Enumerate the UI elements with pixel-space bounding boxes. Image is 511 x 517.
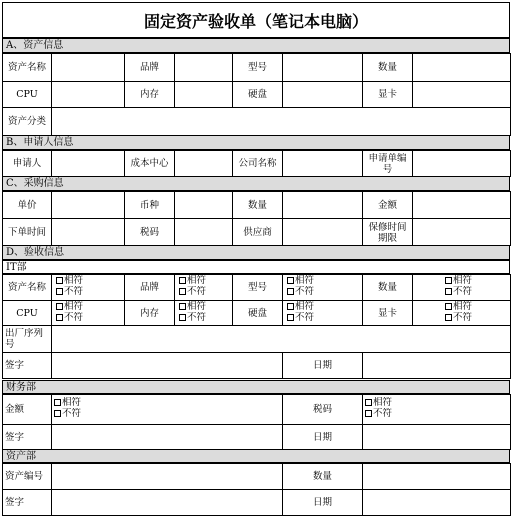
assets-table — [2, 463, 511, 516]
checkbox-icon[interactable] — [56, 314, 63, 321]
label-asset-category: 资产分类 — [3, 108, 52, 136]
checkbox-icon[interactable] — [287, 314, 294, 321]
checkbox-icon[interactable] — [445, 288, 452, 295]
checkbox-icon[interactable] — [445, 314, 452, 321]
label-it-disk: 硬盘 — [233, 301, 283, 326]
field-request-no[interactable] — [413, 151, 511, 177]
label-cpu: CPU — [3, 82, 52, 108]
checkbox-icon[interactable] — [179, 314, 186, 321]
label-currency: 币种 — [125, 192, 175, 219]
checkbox-icon[interactable] — [54, 399, 61, 406]
label-asset-no: 资产编号 — [3, 464, 52, 490]
label-company: 公司名称 — [233, 151, 283, 177]
check-finance-tax-code[interactable]: 相符 不符 — [363, 395, 511, 425]
label-purchase-quantity: 数量 — [233, 192, 283, 219]
field-company[interactable] — [283, 151, 363, 177]
label-it-model: 型号 — [233, 275, 283, 301]
field-quantity[interactable] — [413, 54, 511, 82]
field-assets-date[interactable] — [363, 490, 511, 516]
label-it-cpu: CPU — [3, 301, 52, 326]
field-order-time[interactable] — [52, 219, 125, 246]
section-acceptance-info: D、验收信息 — [2, 245, 510, 260]
label-it-date: 日期 — [283, 353, 363, 379]
check-gpu[interactable]: 相符 不符 — [413, 301, 511, 326]
check-model[interactable]: 相符 不符 — [283, 275, 363, 301]
check-brand[interactable]: 相符 不符 — [175, 275, 233, 301]
checkbox-icon[interactable] — [179, 303, 186, 310]
field-asset-no[interactable] — [52, 464, 283, 490]
purchase-table — [2, 191, 511, 246]
field-memory[interactable] — [175, 82, 233, 108]
applicant-table — [2, 150, 511, 177]
field-amount[interactable] — [413, 192, 511, 219]
field-tax-code[interactable] — [175, 219, 233, 246]
checkbox-icon[interactable] — [445, 303, 452, 310]
field-cpu[interactable] — [52, 82, 125, 108]
field-unit-price[interactable] — [52, 192, 125, 219]
checkbox-icon[interactable] — [56, 277, 63, 284]
label-brand: 品牌 — [125, 54, 175, 82]
field-applicant[interactable] — [52, 151, 125, 177]
field-it-date[interactable] — [363, 353, 511, 379]
section-applicant-info: B、申请人信息 — [2, 135, 510, 150]
finance-table — [2, 394, 511, 450]
label-tax-code: 税码 — [125, 219, 175, 246]
checkbox-icon[interactable] — [56, 288, 63, 295]
check-disk[interactable]: 相符 不符 — [283, 301, 363, 326]
checkbox-icon[interactable] — [179, 277, 186, 284]
label-serial: 出厂序列号 — [3, 326, 52, 353]
it-check-table — [2, 274, 511, 379]
section-purchase-info: C、采购信息 — [2, 176, 510, 191]
label-cost-center: 成本中心 — [125, 151, 175, 177]
field-model[interactable] — [283, 54, 363, 82]
check-quantity[interactable]: 相符 不符 — [413, 275, 511, 301]
label-warranty: 保修时间期限 — [363, 219, 413, 246]
field-serial[interactable] — [52, 326, 511, 353]
label-it-gpu: 显卡 — [363, 301, 413, 326]
field-cost-center[interactable] — [175, 151, 233, 177]
asset-info-table — [2, 53, 511, 136]
checkbox-icon[interactable] — [56, 303, 63, 310]
check-asset-name[interactable]: 相符 不符 — [52, 275, 125, 301]
label-finance-amount: 金额 — [3, 395, 52, 425]
field-assets-quantity[interactable] — [363, 464, 511, 490]
label-asset-name: 资产名称 — [3, 54, 52, 82]
checkbox-icon[interactable] — [445, 277, 452, 284]
section-asset-info: A、资产信息 — [2, 38, 510, 53]
label-it-asset-name: 资产名称 — [3, 275, 52, 301]
subsection-assets: 资产部 — [2, 449, 510, 463]
field-it-sign[interactable] — [52, 353, 283, 379]
label-quantity: 数量 — [363, 54, 413, 82]
label-assets-sign: 签字 — [3, 490, 52, 516]
check-finance-amount[interactable]: 相符 不符 — [52, 395, 283, 425]
field-finance-sign[interactable] — [52, 425, 283, 450]
checkbox-icon[interactable] — [54, 410, 61, 417]
field-brand[interactable] — [175, 54, 233, 82]
label-request-no: 申请单编号 — [363, 151, 413, 177]
field-disk[interactable] — [283, 82, 363, 108]
field-purchase-quantity[interactable] — [283, 192, 363, 219]
label-it-sign: 签字 — [3, 353, 52, 379]
label-it-brand: 品牌 — [125, 275, 175, 301]
checkbox-icon[interactable] — [287, 303, 294, 310]
label-memory: 内存 — [125, 82, 175, 108]
form-title: 固定资产验收单（笔记本电脑） — [2, 2, 510, 38]
checkbox-icon[interactable] — [287, 288, 294, 295]
label-assets-date: 日期 — [283, 490, 363, 516]
label-unit-price: 单价 — [3, 192, 52, 219]
field-supplier[interactable] — [283, 219, 363, 246]
field-gpu[interactable] — [413, 82, 511, 108]
label-finance-date: 日期 — [283, 425, 363, 450]
field-finance-date[interactable] — [363, 425, 511, 450]
checkbox-icon[interactable] — [365, 399, 372, 406]
label-disk: 硬盘 — [233, 82, 283, 108]
check-cpu[interactable]: 相符 不符 — [52, 301, 125, 326]
field-asset-name[interactable] — [52, 54, 125, 82]
label-order-time: 下单时间 — [3, 219, 52, 246]
label-finance-tax-code: 税码 — [283, 395, 363, 425]
label-gpu: 显卡 — [363, 82, 413, 108]
label-applicant: 申请人 — [3, 151, 52, 177]
label-it-memory: 内存 — [125, 301, 175, 326]
subsection-finance: 财务部 — [2, 380, 510, 394]
label-amount: 金额 — [363, 192, 413, 219]
checkbox-icon[interactable] — [179, 288, 186, 295]
label-finance-sign: 签字 — [3, 425, 52, 450]
field-warranty[interactable] — [413, 219, 511, 246]
label-assets-quantity: 数量 — [283, 464, 363, 490]
field-assets-sign[interactable] — [52, 490, 283, 516]
field-asset-category[interactable] — [52, 108, 511, 136]
acceptance-form — [2, 2, 510, 515]
label-model: 型号 — [233, 54, 283, 82]
label-it-quantity: 数量 — [363, 275, 413, 301]
field-currency[interactable] — [175, 192, 233, 219]
subsection-it: IT部 — [2, 260, 510, 274]
checkbox-icon[interactable] — [287, 277, 294, 284]
checkbox-icon[interactable] — [365, 410, 372, 417]
label-supplier: 供应商 — [233, 219, 283, 246]
check-memory[interactable]: 相符 不符 — [175, 301, 233, 326]
